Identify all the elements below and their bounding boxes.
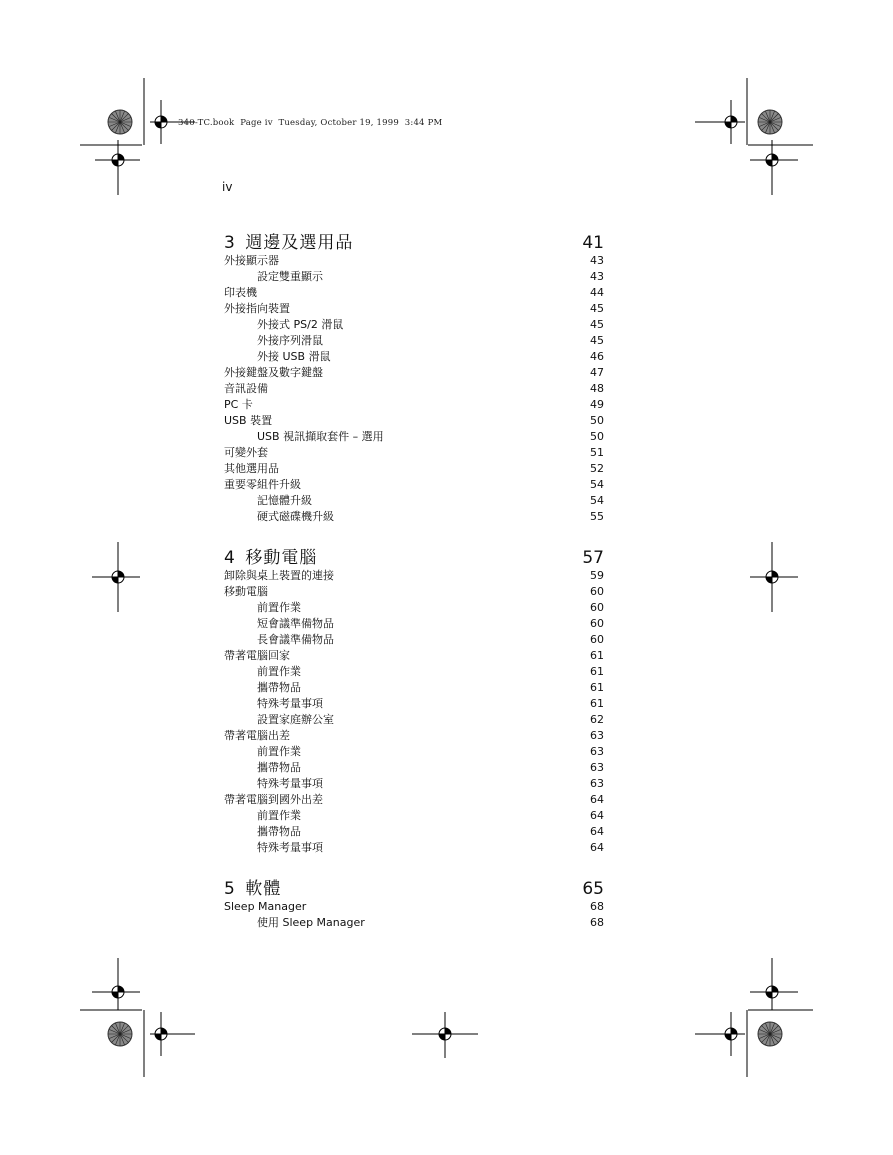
toc-entry-page: 43 [590, 270, 604, 283]
toc-entry-page: 60 [590, 617, 604, 630]
toc-entry [224, 568, 604, 584]
toc-entry-page: 60 [590, 601, 604, 614]
toc-entry-label: 可變外套 [224, 446, 268, 459]
toc-entry-page: 48 [590, 382, 604, 395]
chapter-gap [224, 525, 604, 549]
toc-entry [224, 285, 604, 301]
toc-entry-label: 攜帶物品 [257, 761, 301, 774]
toc-entry-page: 61 [590, 665, 604, 678]
toc-entry-page: 44 [590, 286, 604, 299]
toc-entry-label: 外接 USB 滑鼠 [257, 350, 331, 363]
toc-entry [224, 397, 604, 413]
toc-subentry [224, 696, 604, 712]
toc-subentry [224, 616, 604, 632]
toc-entry-label: 前置作業 [257, 745, 301, 758]
chapter-title [224, 880, 281, 899]
toc-entry-page: 62 [590, 713, 604, 726]
toc-subentry [224, 760, 604, 776]
chapter-number: 5 [224, 879, 236, 899]
toc-entry-page: 47 [590, 366, 604, 379]
toc-entry-label: 卸除與桌上裝置的連接 [224, 569, 334, 582]
toc-entry-page: 51 [590, 446, 604, 459]
toc-subentry [224, 712, 604, 728]
toc-subentry [224, 600, 604, 616]
toc-entry [224, 381, 604, 397]
toc-entry-label: 前置作業 [257, 665, 301, 678]
toc-entry-label: 特殊考量事項 [257, 777, 323, 790]
chapter-page: 65 [582, 879, 604, 899]
print-header-line: 340-TC.book Page iv Tuesday, October 19, 1999 3:44 PM [178, 118, 443, 128]
toc-entry-label: 前置作業 [257, 809, 301, 822]
toc-entry-label: 其他選用品 [224, 462, 279, 475]
toc-subentry [224, 349, 604, 365]
toc-subentry [224, 680, 604, 696]
toc-entry-label: 前置作業 [257, 601, 301, 614]
table-of-contents [224, 234, 604, 931]
toc-entry-page: 55 [590, 510, 604, 523]
toc-entry-label: 外接序列滑鼠 [257, 334, 323, 347]
page-number: iv [222, 180, 233, 194]
toc-entry-label: 重要零組件升級 [224, 478, 301, 491]
toc-entry-label: 攜帶物品 [257, 825, 301, 838]
toc-entry [224, 648, 604, 664]
toc-entry-label: USB 視訊擷取套件 – 選用 [257, 430, 384, 443]
toc-entry-label: 設置家庭辦公室 [257, 713, 334, 726]
chapter-title [224, 549, 317, 568]
toc-entry-page: 63 [590, 761, 604, 774]
toc-entry-page: 64 [590, 841, 604, 854]
toc-entry-page: 60 [590, 633, 604, 646]
toc-entry-label: 外接鍵盤及數字鍵盤 [224, 366, 323, 379]
toc-entry-page: 64 [590, 793, 604, 806]
toc-entry [224, 792, 604, 808]
toc-subentry [224, 915, 604, 931]
chapter-heading [224, 880, 604, 899]
toc-subentry [224, 429, 604, 445]
toc-entry-label: 外接顯示器 [224, 254, 279, 267]
toc-subentry [224, 840, 604, 856]
toc-entry-label: 外接指向裝置 [224, 302, 290, 315]
toc-entry-label: 攜帶物品 [257, 681, 301, 694]
toc-entry-page: 52 [590, 462, 604, 475]
toc-entry [224, 365, 604, 381]
chapter-gap [224, 856, 604, 880]
toc-entry-page: 60 [590, 585, 604, 598]
chapter-page: 41 [582, 233, 604, 253]
toc-entry-page: 61 [590, 697, 604, 710]
chapter-page: 57 [582, 548, 604, 568]
toc-entry-label: 特殊考量事項 [257, 841, 323, 854]
toc-entry-page: 54 [590, 494, 604, 507]
toc-subentry [224, 269, 604, 285]
toc-entry-page: 68 [590, 900, 604, 913]
toc-entry-label: 短會議準備物品 [257, 617, 334, 630]
toc-entry-page: 50 [590, 430, 604, 443]
toc-entry-label: 移動電腦 [224, 585, 268, 598]
toc-entry-label: 印表機 [224, 286, 257, 299]
toc-entry-page: 63 [590, 745, 604, 758]
toc-entry [224, 461, 604, 477]
chapter-name: 移動電腦 [245, 548, 318, 568]
toc-subentry [224, 744, 604, 760]
toc-entry-label: PC 卡 [224, 398, 253, 411]
toc-entry-page: 50 [590, 414, 604, 427]
toc-entry-page: 61 [590, 681, 604, 694]
toc-subentry [224, 808, 604, 824]
toc-entry-page: 63 [590, 777, 604, 790]
toc-entry-label: 記憶體升級 [257, 494, 312, 507]
toc-entry [224, 899, 604, 915]
toc-entry-label: 設定雙重顯示 [257, 270, 323, 283]
chapter-title [224, 234, 353, 253]
toc-entry-page: 64 [590, 825, 604, 838]
chapter-number: 3 [224, 233, 236, 253]
toc-entry-page: 54 [590, 478, 604, 491]
toc-subentry [224, 317, 604, 333]
toc-subentry [224, 509, 604, 525]
toc-subentry [224, 664, 604, 680]
chapter-number: 4 [224, 548, 236, 568]
toc-entry-label: 硬式磁碟機升級 [257, 510, 334, 523]
toc-entry-page: 45 [590, 318, 604, 331]
chapter-name: 週邊及選用品 [245, 233, 354, 253]
chapter-heading [224, 234, 604, 253]
toc-entry-page: 64 [590, 809, 604, 822]
toc-entry [224, 477, 604, 493]
toc-entry-page: 43 [590, 254, 604, 267]
toc-entry-label: Sleep Manager [224, 900, 307, 913]
toc-entry [224, 253, 604, 269]
toc-entry-label: 帶著電腦出差 [224, 729, 290, 742]
toc-subentry [224, 493, 604, 509]
toc-entry-label: 外接式 PS/2 滑鼠 [257, 318, 344, 331]
toc-entry [224, 728, 604, 744]
toc-entry [224, 301, 604, 317]
toc-entry-label: 特殊考量事項 [257, 697, 323, 710]
toc-entry [224, 413, 604, 429]
toc-entry-label: 帶著電腦回家 [224, 649, 290, 662]
toc-entry-label: 音訊設備 [224, 382, 268, 395]
toc-entry-page: 45 [590, 334, 604, 347]
toc-entry-label: 使用 Sleep Manager [257, 916, 365, 929]
toc-subentry [224, 824, 604, 840]
toc-entry-page: 45 [590, 302, 604, 315]
toc-entry-label: USB 裝置 [224, 414, 273, 427]
toc-subentry [224, 776, 604, 792]
toc-subentry [224, 333, 604, 349]
toc-entry-page: 63 [590, 729, 604, 742]
chapter-name: 軟體 [245, 879, 282, 899]
toc-entry [224, 584, 604, 600]
toc-entry-page: 68 [590, 916, 604, 929]
chapter-heading [224, 549, 604, 568]
toc-entry-page: 49 [590, 398, 604, 411]
toc-entry [224, 445, 604, 461]
toc-subentry [224, 632, 604, 648]
toc-entry-label: 長會議準備物品 [257, 633, 334, 646]
toc-entry-label: 帶著電腦到國外出差 [224, 793, 323, 806]
toc-entry-page: 46 [590, 350, 604, 363]
toc-entry-page: 59 [590, 569, 604, 582]
toc-entry-page: 61 [590, 649, 604, 662]
